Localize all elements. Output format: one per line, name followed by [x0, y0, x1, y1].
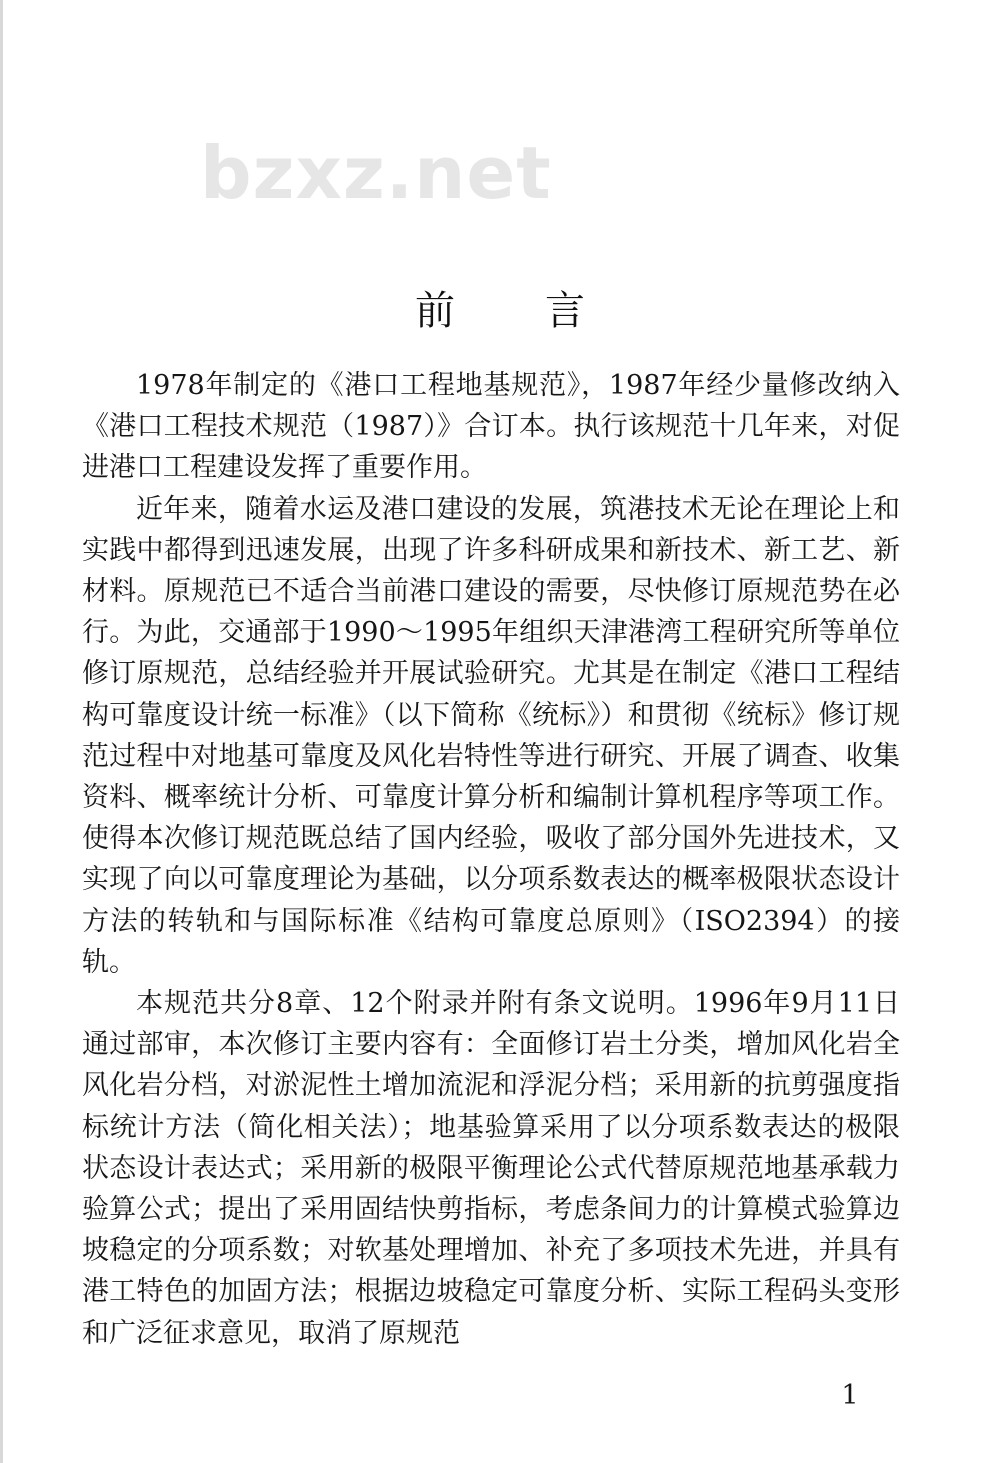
page-edge-shadow — [0, 0, 3, 1463]
title-char-1: 前 — [415, 288, 455, 334]
paragraph-1: 1978年制定的《港口工程地基规范》，1987年经少量修改纳入《港口工程技术规范（1987）》合订本。执行该规范十几年来，对促进港口工程建设发挥了重要作用。 — [82, 370, 900, 484]
paragraph-2: 近年来，随着水运及港口建设的发展，筑港技术无论在理论上和实践中都得到迅速发展，出现了许多科研成果和新技术、新工艺、新材料。原规范已不适合当前港口建设的需要，尽快修订原规范势在必行。为此，交通部于1990～1995年组织天津港湾工程研究所等单位修订原规范，总结经验并开展试验研究。尤其是在制定《港口工程结构可靠度设计统一标准》（以下简称《统标》）和贯彻《统标》修订规范过程中对地基可靠度及风化岩特性等进行研究、开展了调查、收集资料、概率统计分析、可靠度计算分析和编制计算机程序等项工作。使得本次修订规范既总结了国内经验，吸收了部分国外先进技术，又实现了向以可靠度理论为基础，以分项系数表达的概率极限状态设计方法的转轨和与国际标准《结构可靠度总原则》（ISO2394）的接轨。 — [82, 493, 900, 978]
preface-body — [82, 365, 900, 1354]
watermark: bzxz.net — [200, 131, 552, 215]
page-title — [300, 276, 700, 346]
paragraph-3: 本规范共分8章、12个附录并附有条文说明。1996年9月11日通过部审，本次修订主要内容有：全面修订岩土分类，增加风化岩全风化岩分档，对淤泥性土增加流泥和浮泥分档；采用新的抗剪强度指标统计方法（简化相关法）；地基验算采用了以分项系数表达的极限状态设计表达式；采用新的极限平衡理论公式代替原规范地基承载力验算公式；提出了采用固结快剪指标，考虑条间力的计算模式验算边坡稳定的分项系数；对软基处理增加、补充了多项技术先进，并具有港工特色的加固方法；根据边坡稳定可靠度分析、实际工程码头变形和广泛征求意见，取消了原规范 — [82, 988, 901, 1349]
page-number: 1 — [841, 1380, 859, 1411]
title-char-2: 言 — [545, 288, 585, 334]
